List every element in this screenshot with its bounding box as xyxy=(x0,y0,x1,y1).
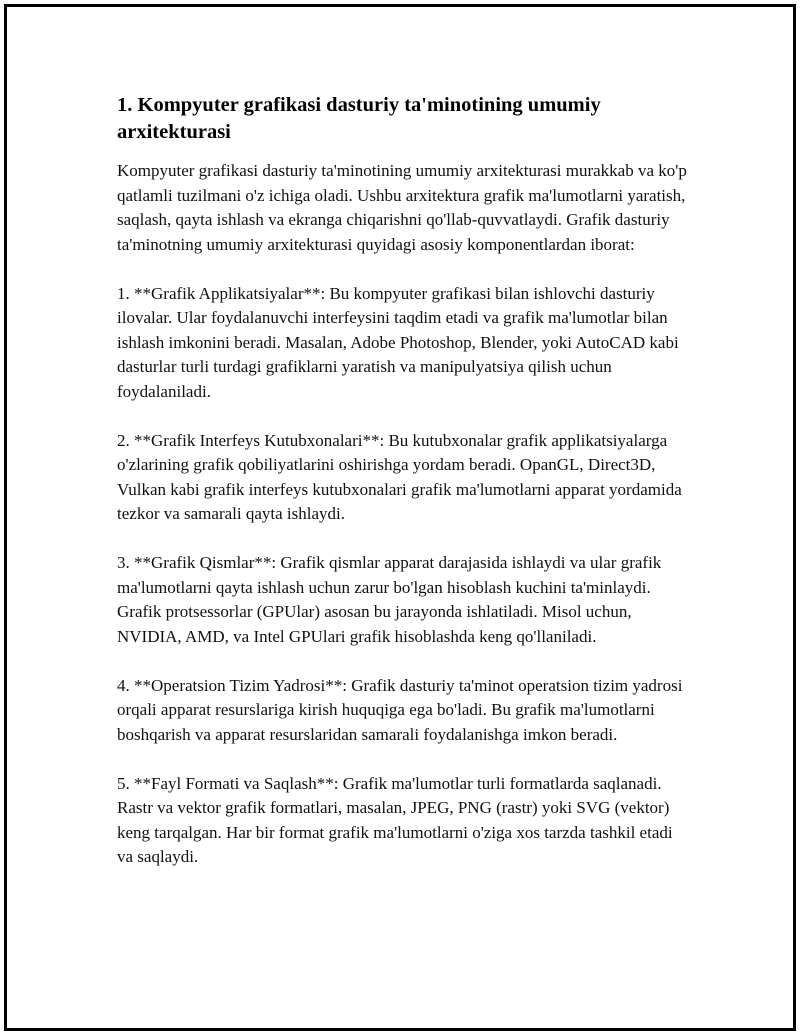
document-title: 1. Kompyuter grafikasi dasturiy ta'minotining umumiy arxitekturasi xyxy=(117,94,601,143)
paragraph-grafik-qismlar: 3. **Grafik Qismlar**: Grafik qismlar apparat darajasida ishlaydi va ular grafik ma'lumotlarni qayta ishlash uchun zarur bo'lgan hisoblash kuchini ta'minlaydi. Grafik protsessorlar (GPUlar) asosan bu jarayonda ishlatiladi. Misol uchun, NVIDIA, AMD, va Intel GPUlari grafik hisoblashda keng qo'llaniladi. xyxy=(117,553,662,646)
paragraph-grafik-applikatsiyalar: 1. **Grafik Applikatsiyalar**: Bu kompyuter grafikasi bilan ishlovchi dasturiy ilovalar. Ular foydalanuvchi interfeysini taqdim etadi va grafik ma'lumotlar bilan ishlash imkonini beradi. Masalan, Adobe Photoshop, Blender, yoki AutoCAD kabi dasturlar turli turdagi grafiklarni yaratish va manipulyatsiya qilish uchun foydalaniladi. xyxy=(117,283,679,401)
paragraph-fayl-formati-va-saqlash: 5. **Fayl Formati va Saqlash**: Grafik ma'lumotlar turli formatlarda saqlanadi. Rastr va vektor grafik formatlari, masalan, JPEG, PNG (rastr) yoki SVG (vektor) keng tarqalgan. Har bir format grafik ma'lumotlarni o'ziga xos tarzda tashkil etadi va saqlaydi. xyxy=(117,773,673,866)
paragraph-grafik-interfeys-kutubxonalari: 2. **Grafik Interfeys Kutubxonalari**: Bu kutubxonalar grafik applikatsiyalarga o'zlarining grafik qobiliyatlarini oshirishga yordam beradi. OpanGL, Direct3D, Vulkan kabi grafik interfeys kutubxonalari grafik ma'lumotlarni apparat yordamida tezkor va samarali qayta ishlaydi. xyxy=(117,430,682,523)
intro-paragraph: Kompyuter grafikasi dasturiy ta'minotining umumiy arxitekturasi murakkab va ko'p qatlamli tuzilmani o'z ichiga oladi. Ushbu arxitektura grafik ma'lumotlarni yaratish, saqlash, qayta ishlash va ekranga chiqarishni qo'llab-quvvatlaydi. Grafik dasturiy ta'minotning umumiy arxitekturasi quyidagi asosiy komponentlardan iborat: xyxy=(117,161,687,254)
document-body xyxy=(117,92,692,894)
paragraph-operatsion-tizim-yadrosi: 4. **Operatsion Tizim Yadrosi**: Grafik dasturiy ta'minot operatsion tizim yadrosi orqali apparat resurslariga kirish huquqiga ega bo'ladi. Bu grafik ma'lumotlarni boshqarish va apparat resurslaridan samarali foydalanishga imkon beradi. xyxy=(117,675,683,744)
